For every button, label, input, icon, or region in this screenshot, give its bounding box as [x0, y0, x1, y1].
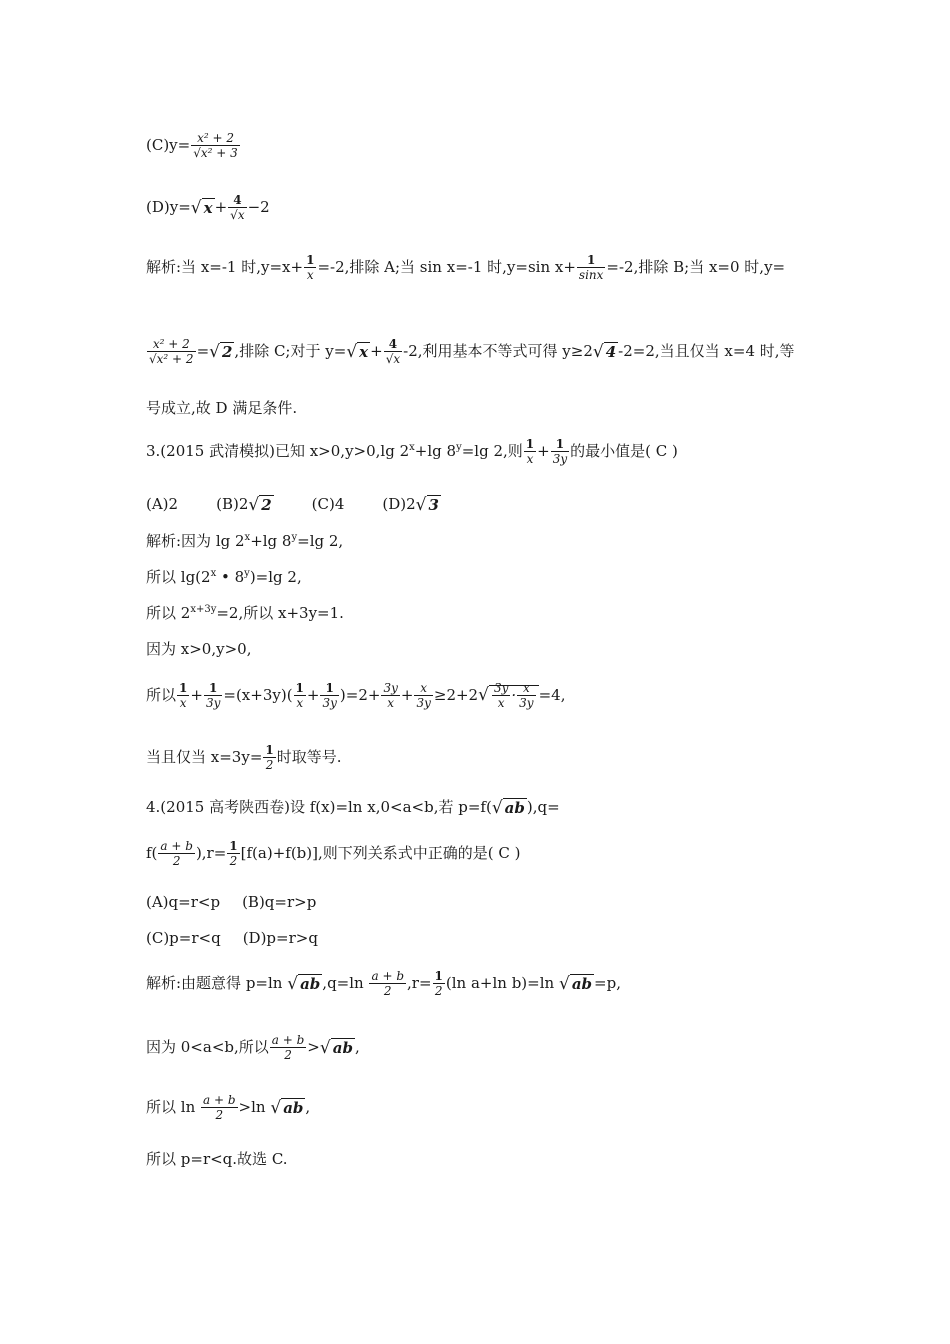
- option-d-label: (D)y=: [146, 198, 191, 216]
- plus-sign: +: [214, 198, 228, 216]
- equals-sign: =: [196, 342, 210, 360]
- option-d-fraction: $\frac{4}{√x}$: [230, 193, 245, 222]
- option-c: (C)p=r<q: [146, 929, 221, 947]
- q3-step-2: 所以 lg(2$^x$ • $8^y)=\lg$ 2,: [146, 568, 302, 586]
- option-b: (B)q=r>p: [242, 893, 317, 911]
- sqrt-2: √ 2: [209, 342, 233, 362]
- sqrt-x: √ x: [190, 198, 213, 218]
- option-a: (A)q=r<p: [146, 893, 221, 911]
- fraction-1-over-sinx: $\frac{1}{\sin x}$: [578, 253, 604, 282]
- q3-step-3: 所以 $2^{x+3y}=2$,所以 x+3y=1.: [146, 604, 344, 622]
- question-4-stem-1: 4.(2015 高考陕西卷)设 f(x)=ln x,0<a<b,若 p=f(√ ab ),q=: [146, 798, 560, 818]
- option-c-label: (C)y=: [146, 136, 191, 154]
- q4-step-1: 解析:由题意得 p=ln √ ab ,q=ln $\frac{a + b}{2}$ ,r= $\frac{1}{2}$ (ln a+ln b)=ln √ ab =p,: [146, 969, 621, 998]
- question-4-stem-2: f( $\frac{a + b}{2}$ ),r= $\frac{1}{2}$ [f(a)+f(b)],则下列关系式中正确的是( C ): [146, 839, 521, 868]
- question-3-stem: 3.(2015 武清模拟)已知 x>0,y>0,lg $2^x+\lg$ $8^y=\lg$ 2,则 $\frac{1}{x}$ + $\frac{1}{3y}$ 的最小值是( C ): [146, 437, 678, 466]
- option-d-tail: −2: [247, 198, 270, 216]
- plus-sign: +: [370, 342, 383, 360]
- option-d: (D)p=r>q: [242, 929, 318, 947]
- q4-step-3: 所以 ln $\frac{a + b}{2}$ >ln √ ab ,: [146, 1093, 311, 1122]
- sqrt-4: √ 4: [592, 342, 617, 362]
- analysis-text: -2=2,当且仅当 x=4 时,等: [618, 342, 795, 360]
- analysis-text: -2,利用基本不等式可得 y≥2: [403, 342, 593, 360]
- option-d: (D)2√ 3: [382, 495, 439, 515]
- sqrt-x: √ x: [346, 342, 369, 362]
- option-c: (C)4: [311, 495, 345, 513]
- fraction-1-over-x: $\frac{1}{x}$: [306, 253, 315, 282]
- analysis-1-line-1: [146, 254, 785, 282]
- fraction-3y-over-x: $\frac{3y}{x}$: [383, 681, 398, 710]
- fraction-numerator: x² + 2: [191, 132, 240, 146]
- option-a: (A)2: [146, 495, 179, 513]
- analysis-text: =-2,排除 B;当 x=0 时,y=: [606, 258, 786, 276]
- fraction-x-over-3y: $\frac{x}{3y}$: [416, 681, 431, 710]
- option-d-line: [146, 194, 270, 222]
- analysis-text: ,排除 C;对于 y=: [234, 342, 347, 360]
- analysis-1-line-3: 号成立,故 D 满足条件.: [146, 399, 298, 417]
- q4-step-4: 所以 p=r<q.故选 C.: [146, 1150, 288, 1168]
- q3-step-1: 解析:因为 $\lg 2^x+\lg$ $8^y=\lg$ 2,: [146, 532, 344, 550]
- q3-step-4: 因为 x>0,y>0,: [146, 640, 252, 658]
- question-3-options: [146, 494, 441, 515]
- fraction-1-over-x: $\frac{1}{x}$: [525, 437, 535, 466]
- q4-step-2: 因为 0<a<b,所以 $\frac{a + b}{2}$ >√ ab ,: [146, 1033, 360, 1062]
- analysis-1-line-2: [146, 338, 795, 366]
- question-4-options-row-1: [146, 892, 316, 912]
- option-c-fraction: [191, 132, 240, 160]
- fraction-1-over-3y: $\frac{1}{3y}$: [552, 437, 568, 466]
- question-4-options-row-2: [146, 928, 318, 948]
- sqrt-product: √ $\frac{3y}{x}$ · $\frac{x}{3y}$: [478, 682, 538, 710]
- fraction-4-over-sqrtx: $\frac{4}{√x}$: [385, 337, 401, 366]
- q3-step-6: 当且仅当 x=3y= $\frac{1}{2}$ 时取等号.: [146, 743, 342, 772]
- option-c-line: [146, 132, 241, 160]
- option-b: (B)2√ 2: [216, 495, 272, 515]
- analysis-text: =-2,排除 A;当 sin x=-1 时,y=sin x+: [317, 258, 576, 276]
- fraction-x2-plus-2: $\frac{\text{x² + 2}}{\text{√x² + 2}}$: [149, 337, 194, 366]
- fraction-denominator: √x² + 3: [193, 146, 238, 160]
- q3-step-5: 所以 $\frac{1}{x}$ + $\frac{1}{3y}$ =(x+3y)( $\frac{1}{x}$ + $\frac{1}{3y}$ )=2+ $\frac{3y}{x}$ + $\frac{x}{3y}$ ≥2+2√ $\frac{3y}{x}$ · $\frac{x}{3y}$ =4,: [146, 681, 566, 710]
- analysis-text: 解析:当 x=-1 时,y=x+: [146, 258, 304, 276]
